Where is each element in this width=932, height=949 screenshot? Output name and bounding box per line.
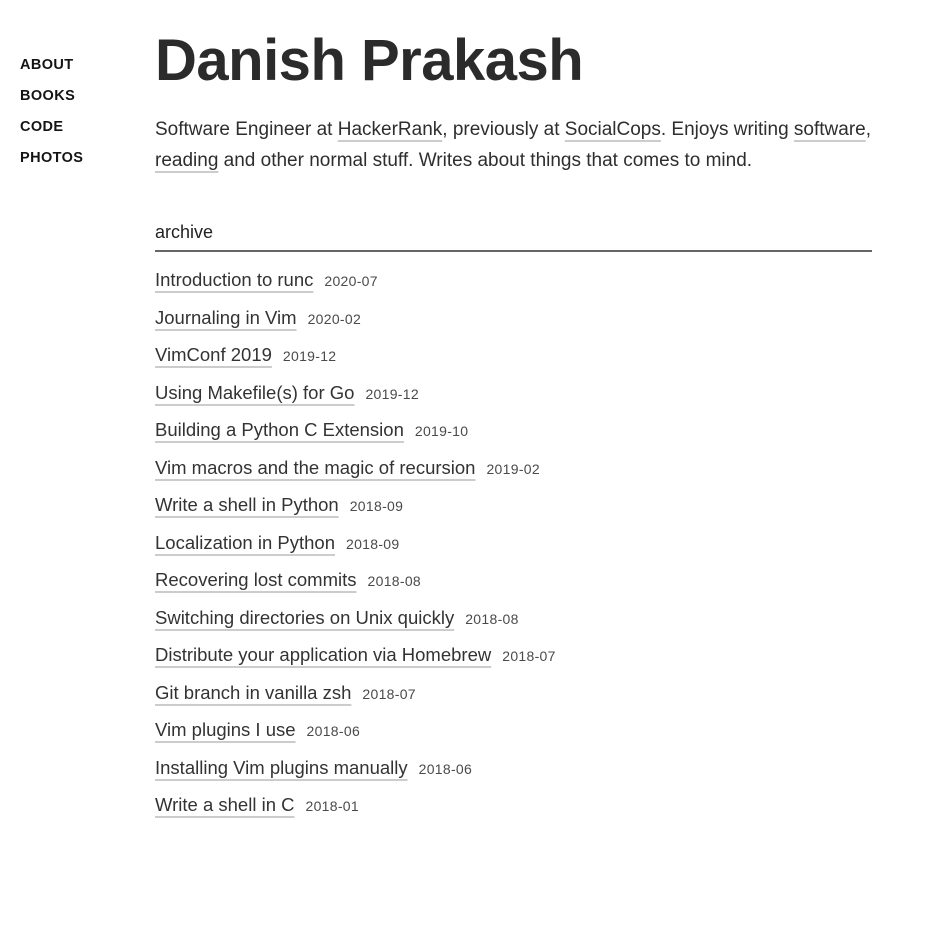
post-list-item xyxy=(155,381,872,406)
post-link[interactable]: Localization in Python xyxy=(155,531,335,553)
post-link[interactable]: Installing Vim plugins manually xyxy=(155,756,408,778)
bio-text: , xyxy=(865,119,872,140)
post-date: 2018-08 xyxy=(465,610,519,627)
post-list-item xyxy=(155,456,872,481)
bio-link-hackerrank[interactable]: HackerRank xyxy=(337,119,443,140)
sidebar-item-photos[interactable]: PHOTOS xyxy=(20,150,84,166)
sidebar-item-books[interactable]: BOOKS xyxy=(20,88,76,104)
post-link[interactable]: Journaling in Vim xyxy=(155,306,297,328)
post-date: 2018-07 xyxy=(502,648,556,664)
bio-text: Software Engineer at xyxy=(155,119,338,140)
post-list xyxy=(155,268,872,818)
post-list-item xyxy=(155,793,872,818)
bio-text: , previously at xyxy=(442,119,565,140)
post-date: 2018-09 xyxy=(345,535,400,552)
sidebar-item-code[interactable]: CODE xyxy=(20,119,64,135)
post-link[interactable]: Write a shell in C xyxy=(155,794,295,815)
bio-paragraph xyxy=(155,114,872,176)
post-link[interactable]: Switching directories on Unix quickly xyxy=(155,606,455,628)
post-date: 2019-02 xyxy=(486,460,540,477)
post-date: 2018-06 xyxy=(306,723,361,739)
post-link[interactable]: Recovering lost commits xyxy=(155,569,357,590)
post-date: 2018-07 xyxy=(362,685,416,702)
post-link[interactable]: Git branch in vanilla zsh xyxy=(155,681,352,703)
archive-section xyxy=(155,222,872,818)
page-title: Danish Prakash xyxy=(155,28,584,93)
post-list-item xyxy=(155,268,872,293)
bio-text: . Enjoys writing xyxy=(660,119,794,140)
post-date: 2018-08 xyxy=(367,573,421,589)
post-list-item xyxy=(155,643,872,668)
sidebar-item-about[interactable]: ABOUT xyxy=(20,57,74,73)
post-list-item xyxy=(155,606,872,631)
bio-link-software[interactable]: software xyxy=(793,119,866,140)
post-list-item xyxy=(155,568,872,593)
post-link[interactable]: Introduction to runc xyxy=(155,269,314,290)
post-list-item xyxy=(155,418,872,443)
main-content xyxy=(155,0,872,831)
post-link[interactable]: Vim macros and the magic of recursion xyxy=(155,456,476,478)
post-list-item xyxy=(155,343,872,368)
post-list-item xyxy=(155,718,872,743)
post-list-item xyxy=(155,681,872,706)
post-date: 2018-09 xyxy=(349,498,404,514)
post-date: 2020-07 xyxy=(324,273,378,289)
post-list-item xyxy=(155,306,872,331)
post-link[interactable]: Distribute your application via Homebrew xyxy=(155,644,492,665)
post-link[interactable]: Using Makefile(s) for Go xyxy=(155,381,355,403)
bio-text: and other normal stuff. Writes about things that comes to mind. xyxy=(218,150,753,171)
post-date: 2018-06 xyxy=(418,760,473,777)
post-link[interactable]: VimConf 2019 xyxy=(155,344,272,365)
post-date: 2020-02 xyxy=(307,310,362,327)
post-date: 2019-12 xyxy=(282,348,337,364)
post-link[interactable]: Vim plugins I use xyxy=(155,719,296,740)
bio-link-reading[interactable]: reading xyxy=(155,150,219,171)
post-date: 2018-01 xyxy=(305,798,359,814)
post-link[interactable]: Building a Python C Extension xyxy=(155,419,404,440)
post-date: 2019-12 xyxy=(365,385,419,402)
sidebar-nav xyxy=(20,58,83,166)
post-list-item xyxy=(155,493,872,518)
archive-heading: archive xyxy=(155,222,872,252)
post-link[interactable]: Write a shell in Python xyxy=(155,494,339,515)
post-list-item xyxy=(155,756,872,781)
bio-link-socialcops[interactable]: SocialCops xyxy=(564,119,661,140)
post-date: 2019-10 xyxy=(414,423,469,439)
post-list-item xyxy=(155,531,872,556)
